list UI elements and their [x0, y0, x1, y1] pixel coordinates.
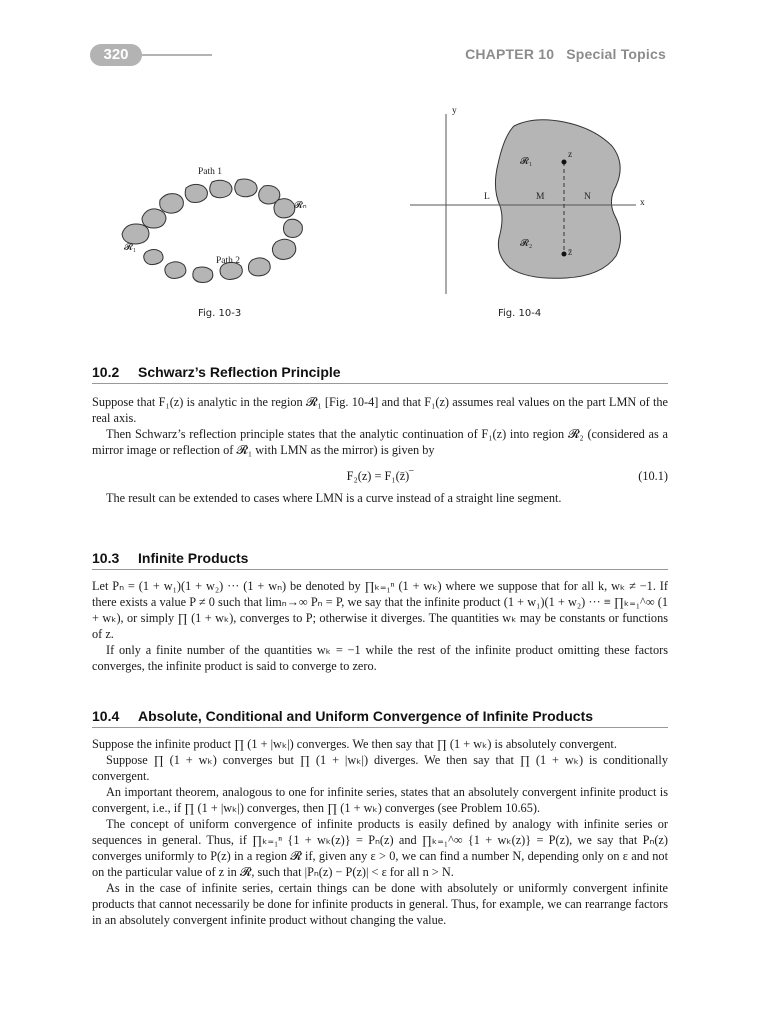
- header-rule: [140, 54, 212, 56]
- section-10-4-body: [92, 736, 668, 928]
- region-blob: [193, 267, 213, 282]
- running-head: [465, 46, 666, 62]
- region-blob: [160, 194, 184, 214]
- paragraph: Suppose that F₁(z) is analytic in the region 𝓡₁ [Fig. 10-4] and that F₁(z) assumes real values on the part LMN of the real axis.: [92, 395, 668, 425]
- axis-x-label: x: [640, 198, 645, 208]
- region-blob: [142, 209, 166, 228]
- section-10-2-after: The result can be extended to cases where LMN is a curve instead of a straight line segment.: [106, 491, 562, 505]
- point-n-label: N: [584, 192, 591, 202]
- region-rn-label: 𝓡ₙ: [294, 201, 307, 211]
- section-number: 10.3: [92, 550, 120, 566]
- paragraph: Suppose the infinite product ∏ (1 + |wₖ|) converges. We then say that ∏ (1 + wₖ) is absolutely convergent.: [92, 737, 617, 751]
- figure-10-4-drawing: [404, 104, 654, 298]
- region-blob: [284, 219, 303, 237]
- figure-10-4: [404, 104, 654, 298]
- paragraph: The concept of uniform convergence of infinite products is easily defined by analogy with infinite series or sequences in general. Thus, if ∏ₖ₌₁ⁿ {1 + wₖ(z)} = Pₙ(z) and ∏ₖ₌₁^∞ {1 + wₖ(z)} = P(z), we say that Pₙ(z) converges uniformly to P(z) in a region 𝓡 if, given any ε > 0, we can find a number N, depending only on ε and not on the particular value of z in 𝓡, such that |Pₙ(z) − P(z)| < ε for all n > N.: [92, 817, 668, 879]
- region-blob: [210, 180, 232, 198]
- region-r1-label: 𝓡₁: [124, 243, 137, 253]
- region-blob: [272, 239, 295, 259]
- region-shape: [495, 120, 620, 279]
- point-zbar-dot: [562, 252, 567, 257]
- section-number: 10.2: [92, 364, 120, 380]
- region-blob: [274, 199, 295, 218]
- paragraph: Then Schwarz’s reflection principle states that the analytic continuation of F₁(z) into region 𝓡₂ (considered as a mirror image or reflection of 𝓡₁ with LMN as the mirror) is given by: [92, 427, 668, 457]
- path2-label: Path 2: [216, 256, 241, 266]
- section-heading-10-2: [92, 364, 668, 384]
- region-blob: [144, 250, 163, 265]
- figure-10-3: [108, 160, 338, 300]
- chapter-label: CHAPTER 10: [465, 46, 555, 62]
- paragraph: An important theorem, analogous to one for infinite series, states that an absolutely convergent infinite product is convergent, i.e., if ∏ (1 + |wₖ|) converges, then ∏ (1 + wₖ) converges (see Problem 10.65).: [92, 785, 668, 815]
- figure-10-4-caption: Fig. 10-4: [498, 308, 542, 319]
- section-heading-10-4: [92, 708, 668, 728]
- region-r1-label: 𝓡₁: [520, 157, 533, 167]
- point-zbar-label: z̄: [568, 248, 573, 258]
- point-m-label: M: [536, 192, 545, 202]
- equation-10-1: [92, 468, 668, 484]
- paragraph: If only a finite number of the quantities wₖ = −1 while the rest of the infinite product omitting these factors converges, the infinite product is said to converge to zero.: [92, 643, 668, 673]
- paragraph: Let Pₙ = (1 + w₁)(1 + w₂) ··· (1 + wₙ) be denoted by ∏ₖ₌₁ⁿ (1 + wₖ) where we suppose that for all k, wₖ ≠ −1. If there exists a value P ≠ 0 such that limₙ→∞ Pₙ = P, we say that the infinite product (1 + w₁)(1 + w₂) ··· ≡ ∏ₖ₌₁^∞ (1 + wₖ), or simply ∏ (1 + wₖ), converges to P; otherwise it diverges. The quantities wₖ may be constants or functions of z.: [92, 579, 668, 641]
- section-10-3-body: [92, 578, 668, 674]
- region-r2-label: 𝓡₂: [520, 239, 533, 249]
- region-blob: [248, 258, 270, 276]
- path1-label: Path 1: [198, 167, 223, 177]
- paragraph: Suppose ∏ (1 + wₖ) converges but ∏ (1 + |wₖ|) diverges. We then say that ∏ (1 + wₖ) is conditionally convergent.: [92, 753, 668, 783]
- region-blob: [235, 179, 257, 197]
- section-number: 10.4: [92, 708, 120, 724]
- section-title: Schwarz’s Reflection Principle: [138, 364, 341, 380]
- equation-tag: (10.1): [638, 469, 668, 483]
- point-z-dot: [562, 160, 567, 165]
- figure-10-3-drawing: [108, 160, 338, 300]
- section-title: Absolute, Conditional and Uniform Convergence of Infinite Products: [138, 708, 594, 724]
- equation-body: F₂(z) = F₁(z̄)‾: [346, 469, 414, 483]
- point-l-label: L: [484, 192, 490, 202]
- region-blob: [185, 184, 207, 202]
- page-number-badge: 320: [90, 44, 142, 66]
- chapter-title: Special Topics: [566, 46, 666, 62]
- section-title: Infinite Products: [138, 550, 249, 566]
- section-10-2-body: [92, 394, 668, 458]
- region-blob: [122, 224, 149, 244]
- section-heading-10-3: [92, 550, 668, 570]
- paragraph: As in the case of infinite series, certain things can be done with absolutely or uniformly convergent infinite products that cannot necessarily be done for infinite products in general. Thus, for example, we can rearrange factors in an absolutely convergent infinite product without changing the value.: [92, 881, 668, 927]
- figure-10-3-caption: Fig. 10-3: [198, 308, 242, 319]
- axis-y-label: y: [452, 106, 457, 116]
- region-blob: [165, 262, 186, 279]
- point-z-label: z: [568, 150, 573, 160]
